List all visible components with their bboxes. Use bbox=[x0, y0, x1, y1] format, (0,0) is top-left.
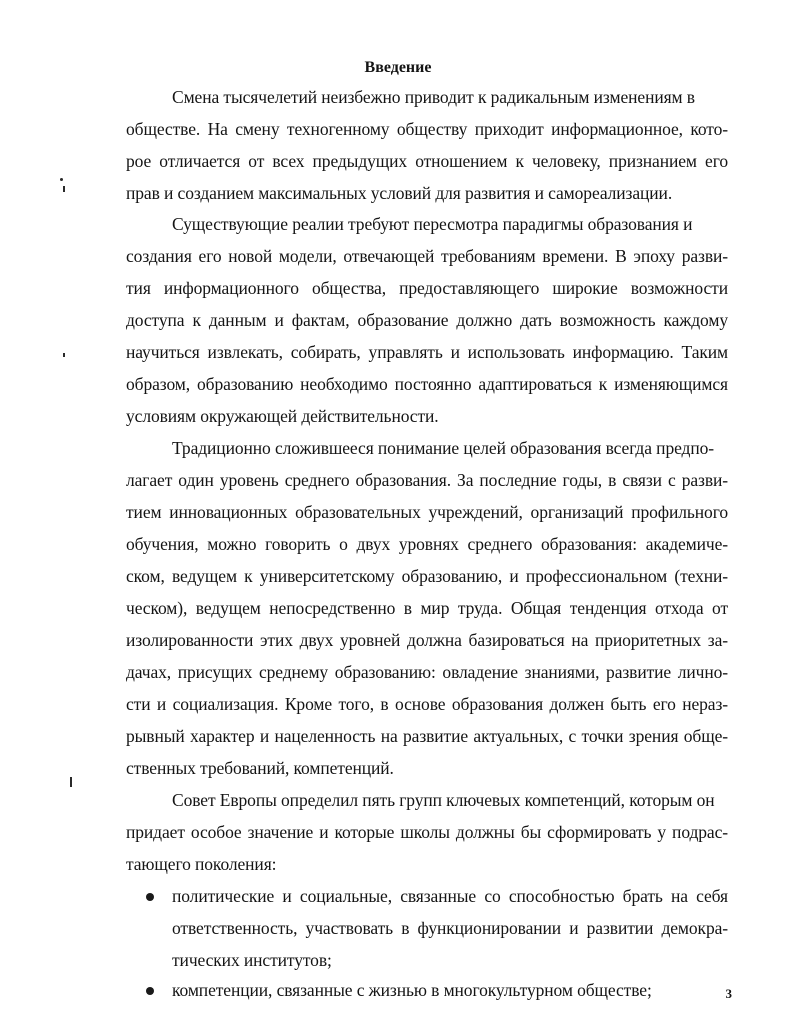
paragraph-3-line: рывный характер и нацеленность на развитие актуальных, с точки зрения обще- bbox=[126, 726, 728, 746]
paragraph-1-line: обществе. На смену техногенному обществу приходит информационное, кото- bbox=[126, 119, 728, 139]
paragraph-2-line: тия информационного общества, предоставляющего широкие возможности bbox=[126, 278, 728, 298]
paragraph-4-line: придает особое значение и которые школы должны бы сформировать у подрас- bbox=[126, 822, 728, 842]
bullet-point bbox=[146, 893, 154, 901]
paragraph-1-line: Смена тысячелетий неизбежно приводит к радикальным изменениям в bbox=[172, 87, 695, 107]
scan-mark bbox=[63, 186, 65, 192]
paragraph-3-line: Традиционно сложившееся понимание целей образования всегда предпо- bbox=[172, 438, 714, 458]
bullet-1-line: тических институтов; bbox=[172, 950, 332, 970]
bullet-1-line: политические и социальные, связанные со способностью брать на себя bbox=[172, 886, 728, 906]
paragraph-3-line: ском, ведущем к университетскому образованию, и профессиональном (техни- bbox=[126, 566, 728, 586]
scan-mark bbox=[70, 777, 72, 787]
bullet-1-line: ответственность, участвовать в функционировании и развитии демокра- bbox=[172, 918, 728, 938]
scan-mark bbox=[63, 353, 65, 357]
bullet-2-line: компетенции, связанные с жизнью в многокультурном обществе; bbox=[172, 980, 652, 1000]
paragraph-3-line: ственных требований, компетенций. bbox=[126, 758, 394, 778]
paragraph-2-line: доступа к данным и фактам, образование должно дать возможность каждому bbox=[126, 310, 728, 330]
paragraph-1-line: прав и созданием максимальных условий для развития и самореализации. bbox=[126, 183, 673, 203]
paragraph-4-line: Совет Европы определил пять групп ключевых компетенций, которым он bbox=[172, 790, 715, 810]
bullet-point bbox=[146, 987, 154, 995]
paragraph-3-line: тием инновационных образовательных учреждений, организаций профильного bbox=[126, 502, 728, 522]
scan-mark bbox=[60, 178, 63, 181]
paragraph-2-line: условиям окружающей действительности. bbox=[126, 406, 439, 426]
paragraph-2-line: создания его новой модели, отвечающей требованиям времени. В эпоху разви- bbox=[126, 246, 728, 266]
paragraph-4-line: тающего поколения: bbox=[126, 854, 277, 874]
paragraph-3-line: ческом), ведущем непосредственно в мир труда. Общая тенденция отхода от bbox=[126, 598, 728, 618]
paragraph-2-line: научиться извлекать, собирать, управлять и использовать информацию. Таким bbox=[126, 342, 728, 362]
paragraph-2-line: Существующие реалии требуют пересмотра парадигмы образования и bbox=[172, 214, 693, 234]
paragraph-3-line: дачах, присущих среднему образованию: овладение знаниями, развитие лично- bbox=[126, 662, 728, 682]
paragraph-3-line: изолированности этих двух уровней должна базироваться на приоритетных за- bbox=[126, 630, 728, 650]
document-title: Введение bbox=[364, 59, 432, 76]
paragraph-2-line: образом, образованию необходимо постоянно адаптироваться к изменяющимся bbox=[126, 374, 728, 394]
page-number: 3 bbox=[725, 986, 732, 1001]
paragraph-3-line: сти и социализация. Кроме того, в основе образования должен быть его нераз- bbox=[126, 694, 728, 714]
paragraph-3-line: лагает один уровень среднего образования. За последние годы, в связи с разви- bbox=[126, 470, 728, 490]
paragraph-1-line: рое отличается от всех предыдущих отношением к человеку, признанием его bbox=[126, 151, 728, 171]
paragraph-3-line: обучения, можно говорить о двух уровнях среднего образования: академиче- bbox=[126, 534, 728, 554]
